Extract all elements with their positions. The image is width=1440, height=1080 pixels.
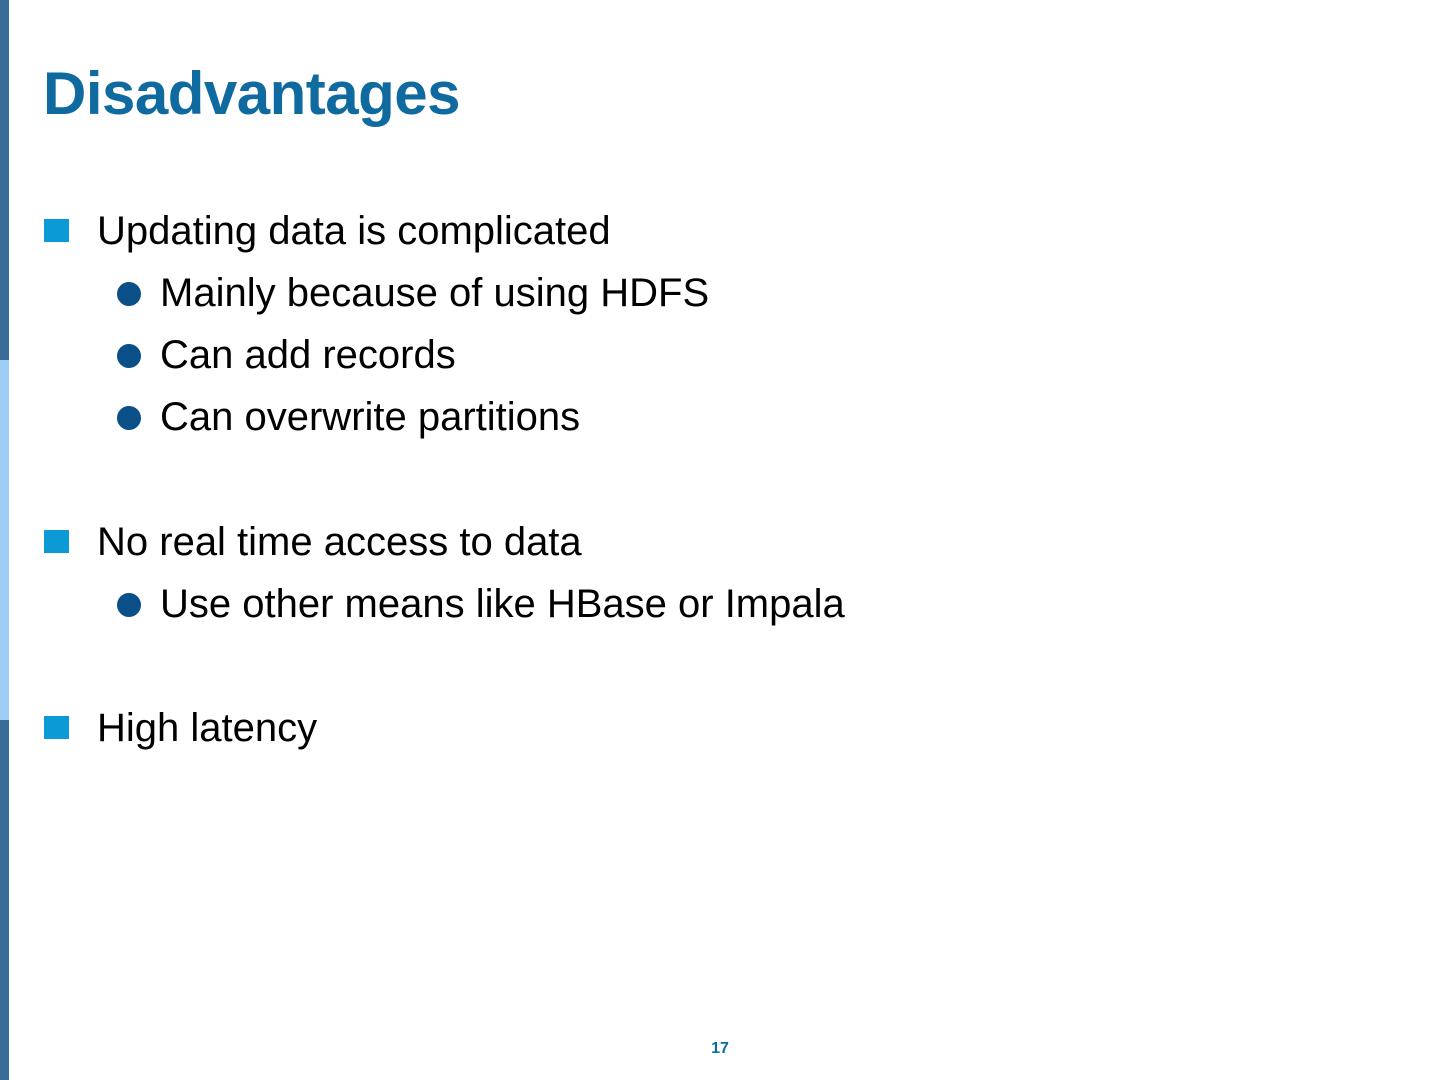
sub-bullet-text: Mainly because of using HDFS [160, 271, 710, 315]
sub-bullet-text: Can add records [160, 333, 456, 377]
square-bullet-icon [44, 716, 69, 739]
square-bullet-icon [44, 530, 69, 553]
bullet-text: High latency [97, 706, 318, 750]
bullet-text: No real time access to data [97, 520, 582, 564]
page-number: 17 [711, 1040, 729, 1057]
accent-bar-middle [0, 360, 9, 720]
round-bullet-icon [117, 406, 141, 430]
square-bullet-icon [44, 219, 69, 242]
sub-bullet-text: Use other means like HBase or Impala [160, 582, 845, 626]
slide-title: Disadvantages [43, 60, 461, 127]
accent-bar-bottom [0, 720, 9, 1080]
left-accent-bar [0, 0, 9, 1080]
round-bullet-icon [117, 593, 141, 617]
round-bullet-icon [117, 344, 141, 368]
round-bullet-icon [117, 282, 141, 306]
bullet-text: Updating data is complicated [97, 209, 611, 253]
accent-bar-top [0, 0, 9, 360]
sub-bullet-text: Can overwrite partitions [160, 395, 581, 439]
